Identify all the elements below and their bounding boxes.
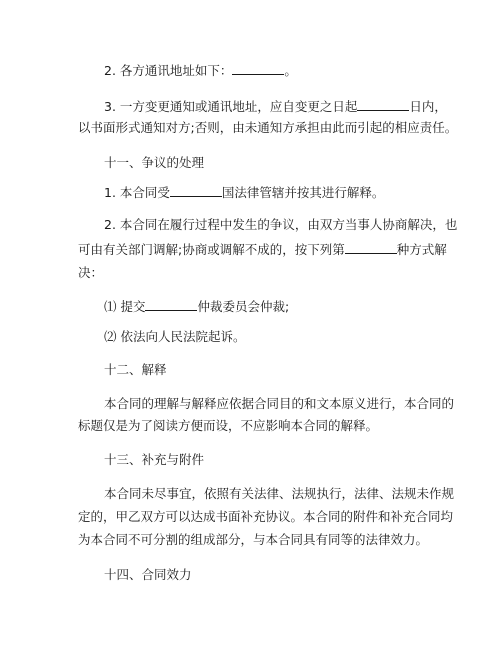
option-arbitration [104, 298, 289, 314]
clause-governing-law [104, 184, 384, 200]
clause-dispute-line1: 2. 本合同在履行过程中发生的争议，由双方当事人协商解决，也 [104, 217, 458, 232]
section-heading-validity: 十四、合同效力 [104, 567, 192, 582]
fill-blank-country[interactable] [170, 184, 222, 197]
interpretation-para-line1: 本合同的理解与解释应依据合同目的和文本原义进行，本合同的 [104, 396, 455, 411]
fill-blank-method[interactable] [345, 241, 397, 254]
section-heading-interpretation: 十二、解释 [104, 362, 167, 377]
option-arbitration-end: 仲裁委员会仲裁; [197, 299, 290, 314]
section-heading-dispute: 十一、争议的处理 [104, 155, 205, 170]
fill-blank-arbitration[interactable] [145, 298, 197, 311]
supplement-para-line1: 本合同未尽事宜，依照有关法律、法规执行，法律、法规未作规 [104, 486, 455, 501]
option-court: ⑵ 依法向人民法院起诉。 [104, 329, 246, 344]
fill-blank-days[interactable] [357, 98, 409, 111]
clause-dispute-line2 [78, 241, 447, 257]
clause-address-end: 。 [284, 63, 297, 78]
clause-dispute-line3: 决： [78, 265, 104, 280]
clause-address-change-line2: 以书面形式通知对方;否则，由未通知方承担由此而引起的相应责任。 [78, 120, 458, 135]
clause-dispute-line2-text: 可由有关部门调解;协商或调解不成的，按下列第 [78, 242, 345, 257]
clause-address-change-line1 [104, 98, 447, 114]
supplement-para-line2: 定的，甲乙双方可以达成书面补充协议。本合同的附件和补充合同均 [78, 509, 454, 524]
section-heading-supplement: 十三、补充与附件 [104, 452, 205, 467]
clause-address-change-text: 3. 一方变更通知或通讯地址，应自变更之日起 [104, 99, 358, 114]
clause-address-text: 2. 各方通讯地址如下： [104, 63, 233, 78]
fill-blank-address[interactable] [232, 62, 284, 75]
clause-dispute-line2-end: 种方式解 [396, 242, 447, 257]
clause-address [104, 62, 297, 78]
option-arbitration-text: ⑴ 提交 [104, 299, 146, 314]
clause-address-change-days: 日内， [409, 99, 447, 114]
interpretation-para-line2: 标题仅是为了阅读方便而设，不应影响本合同的解释。 [78, 418, 379, 433]
clause-governing-law-text: 1. 本合同受 [104, 185, 170, 200]
supplement-para-line3: 为本合同不可分割的组成部分，与本合同具有同等的法律效力。 [78, 532, 429, 547]
clause-governing-law-end: 国法律管辖并按其进行解释。 [221, 185, 385, 200]
